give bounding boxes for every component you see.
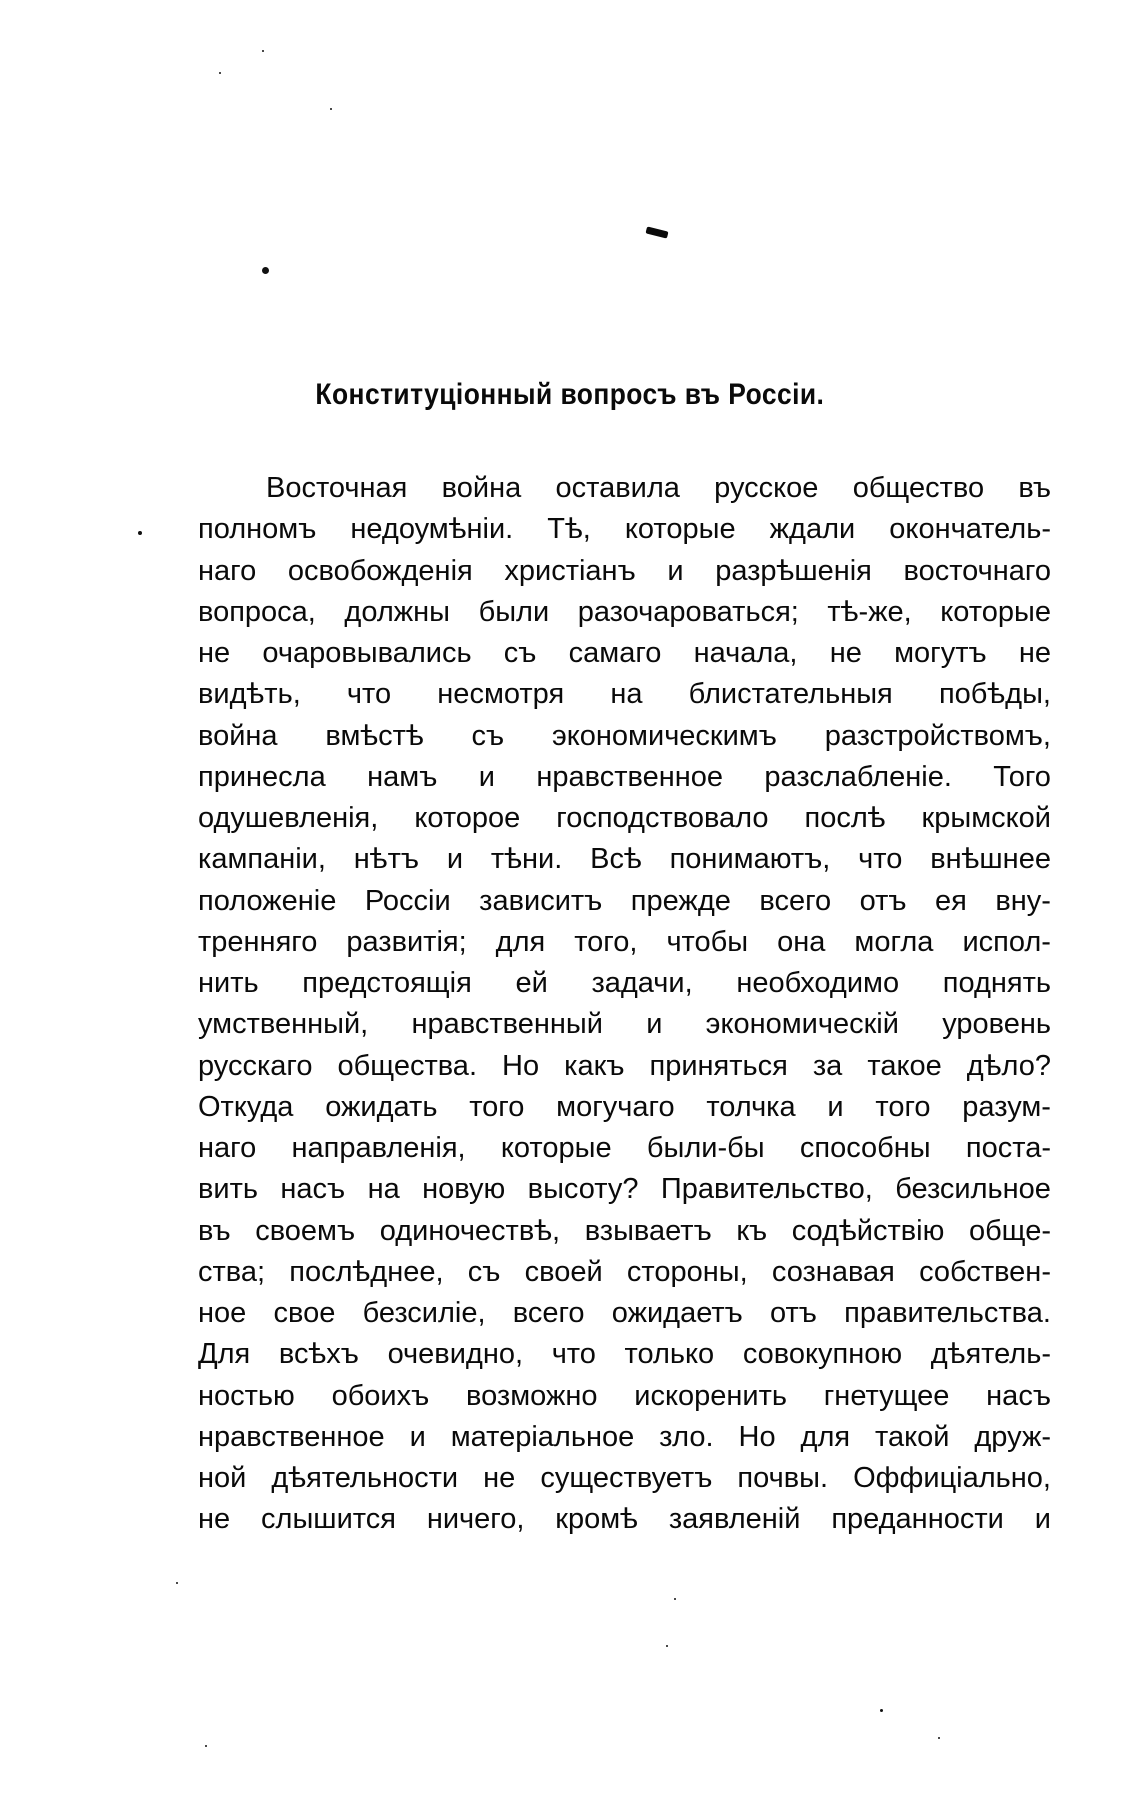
text-line: положеніе Россіи зависитъ прежде всего отъ ея вну- — [198, 884, 1051, 917]
page-title: Конституціонный вопросъ въ Россіи. — [315, 378, 825, 411]
text-line: нравственное и матеріальное зло. Но для такой друж- — [198, 1420, 1051, 1453]
print-dash-mark — [645, 226, 668, 238]
ink-speck — [330, 108, 332, 110]
ink-speck — [176, 1582, 178, 1584]
text-line: ностью обоихъ возможно искоренить гнетущее насъ — [198, 1379, 1051, 1412]
text-line: вить насъ на новую высоту? Правительство, безсильное — [198, 1173, 1051, 1206]
text-line: русскаго общества. Но какъ приняться за такое дѣло? — [198, 1049, 1051, 1082]
text-line: принесла намъ и нравственное разслабленіе. Того — [198, 760, 1051, 793]
text-line: полномъ недоумѣніи. Тѣ, которые ждали окончатель- — [198, 513, 1051, 546]
ink-speck — [880, 1709, 883, 1712]
text-line: ства; послѣднее, съ своей стороны, сознавая собствен- — [198, 1255, 1051, 1288]
ink-speck — [666, 1645, 668, 1647]
text-line: умственный, нравственный и экономическій уровень — [198, 1008, 1051, 1041]
text-line: Восточная война оставила русское общество въ — [266, 472, 1051, 504]
text-line: наго освобожденія христіанъ и разрѣшенія восточнаго — [198, 554, 1051, 587]
ink-speck — [205, 1745, 207, 1747]
text-line: наго направленія, которые были-бы способны поста- — [198, 1132, 1051, 1164]
body-paragraph — [198, 468, 1051, 1541]
text-line: вопроса, должны были разочароваться; тѣ-же, которые — [198, 595, 1051, 628]
text-line: Откуда ожидать того могучаго толчка и того разум- — [198, 1090, 1051, 1123]
text-line: ной дѣятельности не существуетъ почвы. Оффиціально, — [198, 1462, 1051, 1494]
ink-speck — [262, 50, 264, 52]
text-line: война вмѣстѣ съ экономическимъ разстройствомъ, — [198, 719, 1051, 752]
text-line: одушевленія, которое господствовало послѣ крымской — [198, 802, 1051, 834]
text-line: въ своемъ одиночествѣ, взываетъ къ содѣйствію обще- — [198, 1214, 1051, 1247]
text-line: не очаровывались съ самаго начала, не могутъ не — [198, 637, 1051, 669]
text-line: нить предстоящія ей задачи, необходимо поднять — [198, 967, 1051, 999]
ink-speck — [219, 72, 221, 74]
text-line: не слышится ничего, кромѣ заявленій преданности и — [198, 1503, 1051, 1536]
text-line: кампаніи, нѣтъ и тѣни. Всѣ понимаютъ, что внѣшнее — [198, 843, 1051, 876]
text-line: ное свое безсиліе, всего ожидаетъ отъ правительства. — [198, 1297, 1051, 1329]
ink-speck — [138, 531, 142, 535]
text-line: тренняго развитія; для того, чтобы она могла испол- — [198, 925, 1051, 958]
text-line: видѣть, что несмотря на блистательныя побѣды, — [198, 678, 1051, 711]
ink-speck — [262, 267, 269, 274]
ink-speck — [938, 1737, 940, 1739]
ink-speck — [674, 1598, 676, 1600]
text-line: Для всѣхъ очевидно, что только совокупною дѣятель- — [198, 1338, 1051, 1371]
